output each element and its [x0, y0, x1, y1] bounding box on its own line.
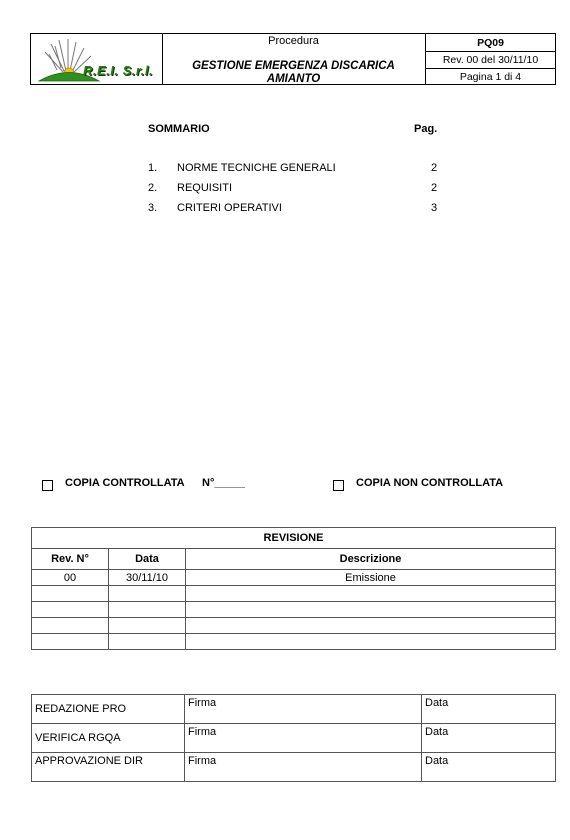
document-code: PQ09	[426, 35, 555, 52]
revision-description-cell[interactable]: Emissione	[186, 570, 556, 586]
page-info: Pagina 1 di 4	[459, 71, 522, 83]
signature-sign-cell[interactable]: Firma	[185, 724, 422, 753]
summary-page-header: Pag.	[414, 123, 438, 135]
revision-date-cell[interactable]	[109, 602, 186, 618]
summary-item-text: NORME TECNICHE GENERALI	[177, 162, 336, 174]
signature-date-cell[interactable]: Data	[422, 695, 556, 724]
revision-number-cell[interactable]: 00	[32, 570, 109, 586]
controlled-copy-checkbox[interactable]	[42, 480, 53, 491]
signature-sign-cell[interactable]: Firma	[185, 753, 422, 782]
document-title-line1: GESTIONE EMERGENZA DISCARICA	[192, 60, 395, 72]
document-header	[30, 33, 556, 85]
table-row	[32, 695, 556, 724]
revision-description-cell[interactable]	[186, 602, 556, 618]
title-cell	[162, 34, 426, 84]
logo-cell	[31, 34, 163, 84]
table-row	[32, 753, 556, 782]
revision-table	[31, 527, 556, 650]
table-row	[32, 586, 556, 602]
revision-date-cell[interactable]	[109, 586, 186, 602]
summary-item-number: 2.	[148, 182, 158, 194]
summary-item-text: REQUISITI	[177, 182, 233, 194]
summary-item-page: 2	[431, 162, 438, 174]
signature-role-cell: VERIFICA RGQA	[32, 724, 185, 753]
table-row	[32, 724, 556, 753]
summary-item-number: 3.	[148, 202, 158, 214]
revision-number-cell[interactable]	[32, 634, 109, 650]
company-name: R.E.I. S.r.l.	[83, 63, 154, 78]
summary-item-page: 2	[431, 182, 438, 194]
revision-number-cell[interactable]	[32, 602, 109, 618]
uncontrolled-copy-checkbox[interactable]	[333, 480, 344, 491]
signature-date-cell[interactable]: Data	[422, 753, 556, 782]
table-row	[32, 570, 556, 586]
table-row	[32, 634, 556, 650]
revision-description-cell[interactable]	[186, 618, 556, 634]
info-cell	[426, 34, 555, 84]
revision-description-cell[interactable]	[186, 586, 556, 602]
revision-date-cell[interactable]	[109, 618, 186, 634]
revision-number-cell[interactable]	[32, 586, 109, 602]
summary-title: SOMMARIO	[148, 123, 210, 135]
table-row	[32, 618, 556, 634]
controlled-copy-label: COPIA CONTROLLATA	[65, 477, 185, 489]
summary-item-page: 3	[431, 202, 438, 214]
summary-item-text: CRITERI OPERATIVI	[177, 202, 282, 214]
revision-header-date: Data	[109, 549, 186, 570]
document-title-line2: AMIANTO	[266, 73, 321, 85]
summary-item[interactable]	[148, 202, 448, 218]
revision-info: Rev. 00 del 30/11/10	[426, 52, 555, 69]
revision-number-cell[interactable]	[32, 618, 109, 634]
table-row	[32, 602, 556, 618]
summary-item[interactable]	[148, 162, 448, 178]
signature-sign-cell[interactable]: Firma	[185, 695, 422, 724]
revision-date-cell[interactable]: 30/11/10	[109, 570, 186, 586]
document-type: Procedura	[268, 35, 319, 47]
revision-date-cell[interactable]	[109, 634, 186, 650]
revision-description-cell[interactable]	[186, 634, 556, 650]
revision-table-title: REVISIONE	[32, 528, 556, 549]
document-title	[162, 60, 425, 86]
summary-item-number: 1.	[148, 162, 158, 174]
revision-header-number: Rev. N°	[32, 549, 109, 570]
uncontrolled-copy-label: COPIA NON CONTROLLATA	[356, 477, 504, 489]
signature-role-cell: REDAZIONE PRO	[32, 695, 185, 724]
revision-header-description: Descrizione	[186, 549, 556, 570]
signature-role-cell: APPROVAZIONE DIR	[32, 753, 185, 782]
copy-number-field[interactable]: N°_____	[202, 477, 245, 489]
signature-date-cell[interactable]: Data	[422, 724, 556, 753]
signature-table	[31, 694, 556, 782]
summary-item[interactable]	[148, 182, 448, 198]
